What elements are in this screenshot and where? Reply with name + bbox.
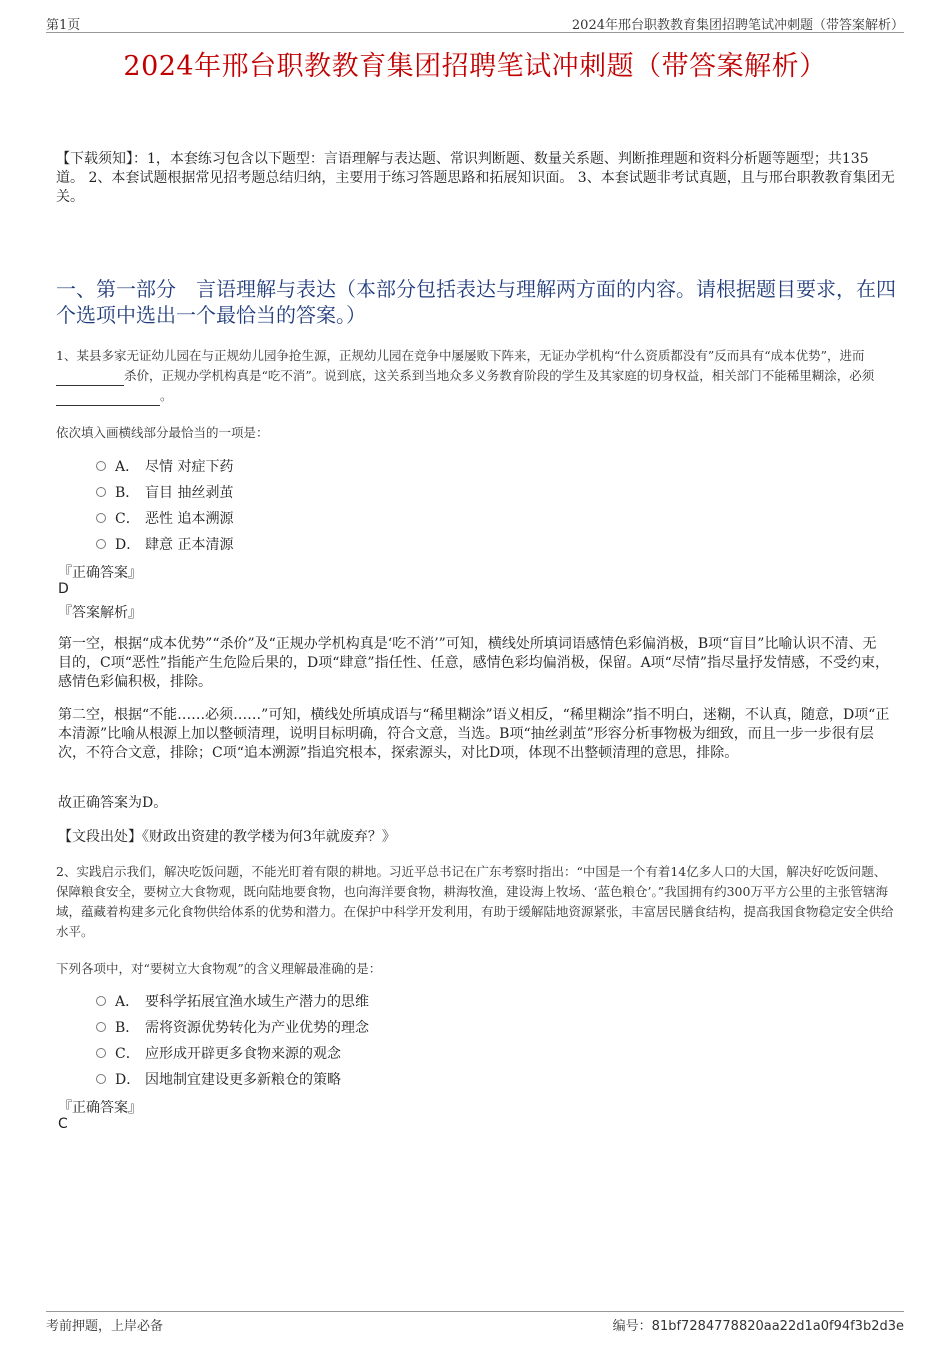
option-c[interactable]: C． 应形成开辟更多食物来源的观念	[96, 1040, 369, 1066]
radio-icon[interactable]	[96, 1074, 106, 1084]
question-2-prompt: 下列各项中，对“要树立大食物观”的含义理解最准确的是：	[56, 961, 382, 976]
question-1-text: 1、某县多家无证幼儿园在与正规幼儿园争抢生源，正规幼儿园在竞争中屡屡败下阵来，无证办学机构“什么资质都没有”反而具有“成本优势”，进而杀价，正规办学机构真是“吃不消”。说到底，这关系到当地众多义务教育阶段的学生及其家庭的切身权益，相关部门不能稀里糊涂，必须。	[56, 346, 896, 406]
footer-slogan: 考前押题，上岸必备	[46, 1319, 164, 1334]
footer-code: 编号：81bf7284778820aa22d1a0f94f3b2d3e	[612, 1319, 904, 1334]
radio-icon[interactable]	[96, 513, 106, 523]
option-c[interactable]: C． 恶性 追本溯源	[96, 505, 233, 531]
correct-answer: D	[58, 581, 69, 597]
analysis-label: 『答案解析』	[58, 605, 142, 621]
document-title: 2024年邢台职教教育集团招聘笔试冲刺题（带答案解析）	[123, 51, 827, 82]
question-1-prompt: 依次填入画横线部分最恰当的一项是：	[56, 425, 269, 440]
option-a[interactable]: A． 尽情 对症下药	[96, 453, 233, 479]
page-header	[46, 12, 904, 33]
correct-answer: C	[58, 1116, 68, 1132]
text-source: 【文段出处】《财政出资建的教学楼为何3年就废弃？》	[58, 829, 396, 845]
question-1-options	[96, 453, 233, 557]
analysis-conclusion: 故正确答案为D。	[58, 795, 168, 811]
option-b[interactable]: B． 需将资源优势转化为产业优势的理念	[96, 1014, 369, 1040]
option-a[interactable]: A． 要科学拓展宜渔水域生产潜力的思维	[96, 988, 369, 1014]
section-title: 一、第一部分 言语理解与表达（本部分包括表达与理解两方面的内容。请根据题目要求，在四个选项中选出一个最恰当的答案。）	[56, 277, 896, 327]
page-number: 第1页	[46, 18, 81, 33]
radio-icon[interactable]	[96, 996, 106, 1006]
analysis-paragraph-1: 第一空，根据“成本优势”“杀价”及“正规办学机构真是‘吃不消’”可知，横线处所填词语感情色彩偏消极，B项“盲目”比喻认识不清、无目的，C项“恶性”指能产生危险后果的，D项“肆意”指任性、任意，感情色彩均偏消极，保留。A项“尽情”指尽量抒发情感，不受约束，感情色彩偏积极，排除。	[58, 636, 889, 690]
correct-answer-label: 『正确答案』	[58, 565, 142, 581]
radio-icon[interactable]	[96, 1022, 106, 1032]
option-d[interactable]: D． 因地制宜建设更多新粮仓的策略	[96, 1066, 369, 1092]
radio-icon[interactable]	[96, 487, 106, 497]
correct-answer-label: 『正确答案』	[58, 1100, 142, 1116]
question-2-text: 2、实践启示我们，解决吃饭问题，不能光盯着有限的耕地。习近平总书记在广东考察时指出：“中国是一个有着14亿多人口的大国，解决好吃饭问题、保障粮食安全，要树立大食物观，既向陆地要食物，也向海洋要食物，耕海牧渔，建设海上牧场、‘蓝色粮仓’。”我国拥有约300万平方公里的主张管辖海域，蕴藏着构建多元化食物供给体系的优势和潜力。在保护中科学开发利用，有助于缓解陆地资源紧张，丰富居民膳食结构，提高我国食物稳定安全供给水平。	[56, 864, 894, 939]
option-d[interactable]: D． 肆意 正本清源	[96, 531, 233, 557]
header-doc-title: 2024年邢台职教教育集团招聘笔试冲刺题（带答案解析）	[571, 18, 904, 33]
question-2-options	[96, 988, 369, 1092]
radio-icon[interactable]	[96, 1048, 106, 1058]
fill-blank-1	[56, 371, 124, 386]
radio-icon[interactable]	[96, 461, 106, 471]
download-notice: 【下载须知】：1，本套练习包含以下题型：言语理解与表达题、常识判断题、数量关系题、判断推理题和资料分析题等题型；共135道。 2、本套试题根据常见招考题总结归纳，主要用于练习答题思路和拓展知识面。 3、本套试题非考试真题，且与邢台职教教育集团无关。	[56, 151, 895, 205]
option-b[interactable]: B． 盲目 抽丝剥茧	[96, 479, 233, 505]
radio-icon[interactable]	[96, 539, 106, 549]
page-footer	[46, 1311, 904, 1334]
analysis-paragraph-2: 第二空，根据“不能……必须……”可知，横线处所填成语与“稀里糊涂”语义相反，“稀里糊涂”指不明白，迷糊，不认真，随意，D项“正本清源”比喻从根源上加以整顿清理，说明目标明确，符合文意，当选。B项“抽丝剥茧”形容分析事物极为细致，而且一步一步很有层次，不符合文意，排除；C项“追本溯源”指追究根本，探索源头，对比D项，体现不出整顿清理的意思，排除。	[58, 707, 890, 761]
fill-blank-2	[56, 391, 160, 406]
